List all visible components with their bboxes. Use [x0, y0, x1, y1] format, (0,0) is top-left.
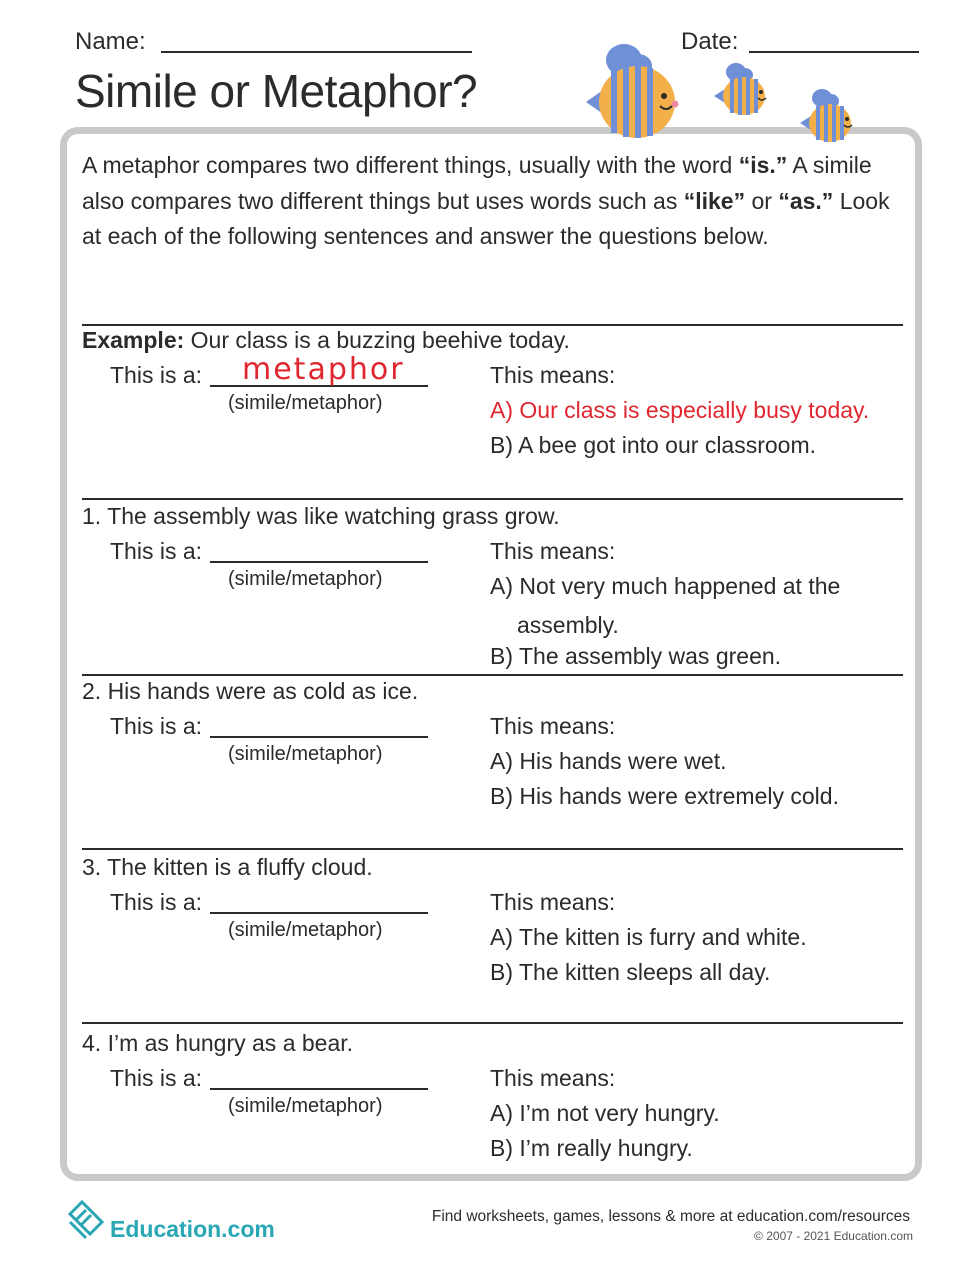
example-sentence — [82, 327, 570, 354]
intro-text-1: A metaphor compares two different things, usually with the word — [82, 152, 739, 178]
this-means-label: This means: — [490, 1065, 616, 1091]
question-2-answer-field[interactable] — [210, 736, 428, 738]
divider — [82, 1022, 903, 1024]
divider — [82, 498, 903, 500]
name-label: Name: — [75, 28, 146, 55]
question-4-answer-field[interactable] — [210, 1088, 428, 1090]
example-answer: metaphor — [242, 352, 405, 387]
answer-hint: (simile/metaphor) — [228, 568, 383, 590]
example-option-b: B) A bee got into our classroom. — [490, 432, 817, 458]
date-label: Date: — [681, 28, 739, 55]
question-2-sentence: 2. His hands were as cold as ice. — [82, 678, 419, 704]
keyword-is: “is.” — [738, 152, 788, 178]
bee-large-icon — [582, 40, 692, 140]
question-2-option-a[interactable]: A) His hands were wet. — [490, 748, 727, 774]
this-is-a-label: This is a: — [110, 713, 203, 739]
footer-tagline: Find worksheets, games, lessons & more at education.com/resources — [431, 1208, 910, 1225]
keyword-as: “as.” — [778, 187, 834, 214]
question-4-option-b[interactable]: B) I’m really hungry. — [490, 1135, 693, 1161]
divider — [82, 324, 903, 326]
answer-hint: (simile/metaphor) — [228, 392, 383, 414]
date-field[interactable] — [749, 51, 919, 53]
question-1-option-b[interactable]: B) The assembly was green. — [490, 643, 782, 669]
question-1-option-a-line-1: A) Not very much happened at the — [490, 573, 841, 599]
this-is-a-label: This is a: — [110, 889, 203, 915]
footer-copyright: © 2007 - 2021 Education.com — [754, 1229, 913, 1243]
answer-hint: (simile/metaphor) — [228, 1095, 383, 1117]
instructions-paragraph — [82, 148, 902, 255]
this-is-a-label: This is a: — [110, 538, 203, 564]
this-is-a-label: This is a: — [110, 362, 203, 388]
this-means-label: This means: — [490, 362, 616, 388]
question-3-sentence: 3. The kitten is a fluffy cloud. — [82, 854, 373, 880]
intro-text-2: A simile also compares two different things but uses words such as — [82, 152, 872, 214]
page-title: Simile or Metaphor? — [75, 65, 478, 117]
this-means-label: This means: — [490, 889, 616, 915]
name-field[interactable] — [161, 51, 472, 53]
question-3-option-a[interactable]: A) The kitten is furry and white. — [490, 924, 807, 950]
this-means-label: This means: — [490, 713, 616, 739]
bee-small-icon — [798, 86, 858, 144]
keyword-like: “like” — [683, 187, 746, 214]
question-4-sentence: 4. I’m as hungry as a bear. — [82, 1030, 354, 1056]
example-label: Example: — [82, 327, 185, 353]
question-1-option-a[interactable] — [490, 573, 910, 639]
question-1-sentence: 1. The assembly was like watching grass grow. — [82, 503, 560, 529]
question-3-option-b[interactable]: B) The kitten sleeps all day. — [490, 959, 771, 985]
question-1-option-a-line-2: assembly. — [517, 612, 619, 638]
example-option-a: A) Our class is especially busy today. — [490, 397, 870, 423]
question-3-answer-field[interactable] — [210, 912, 428, 914]
bee-medium-icon — [712, 60, 774, 118]
question-1-answer-field[interactable] — [210, 561, 428, 563]
intro-text-4: Look at each of the following sentences and answer the questions below. — [82, 187, 890, 249]
education-logo-text: Education.com — [110, 1216, 275, 1242]
divider — [82, 848, 903, 850]
question-2-option-b[interactable]: B) His hands were extremely cold. — [490, 783, 839, 809]
education-logo-icon — [66, 1200, 106, 1240]
intro-text-3: or — [745, 187, 779, 214]
divider — [82, 674, 903, 676]
this-means-label: This means: — [490, 538, 616, 564]
answer-hint: (simile/metaphor) — [228, 919, 383, 941]
answer-hint: (simile/metaphor) — [228, 743, 383, 765]
this-is-a-label: This is a: — [110, 1065, 203, 1091]
question-4-option-a[interactable]: A) I’m not very hungry. — [490, 1100, 720, 1126]
example-text: Our class is a buzzing beehive today. — [184, 327, 570, 353]
